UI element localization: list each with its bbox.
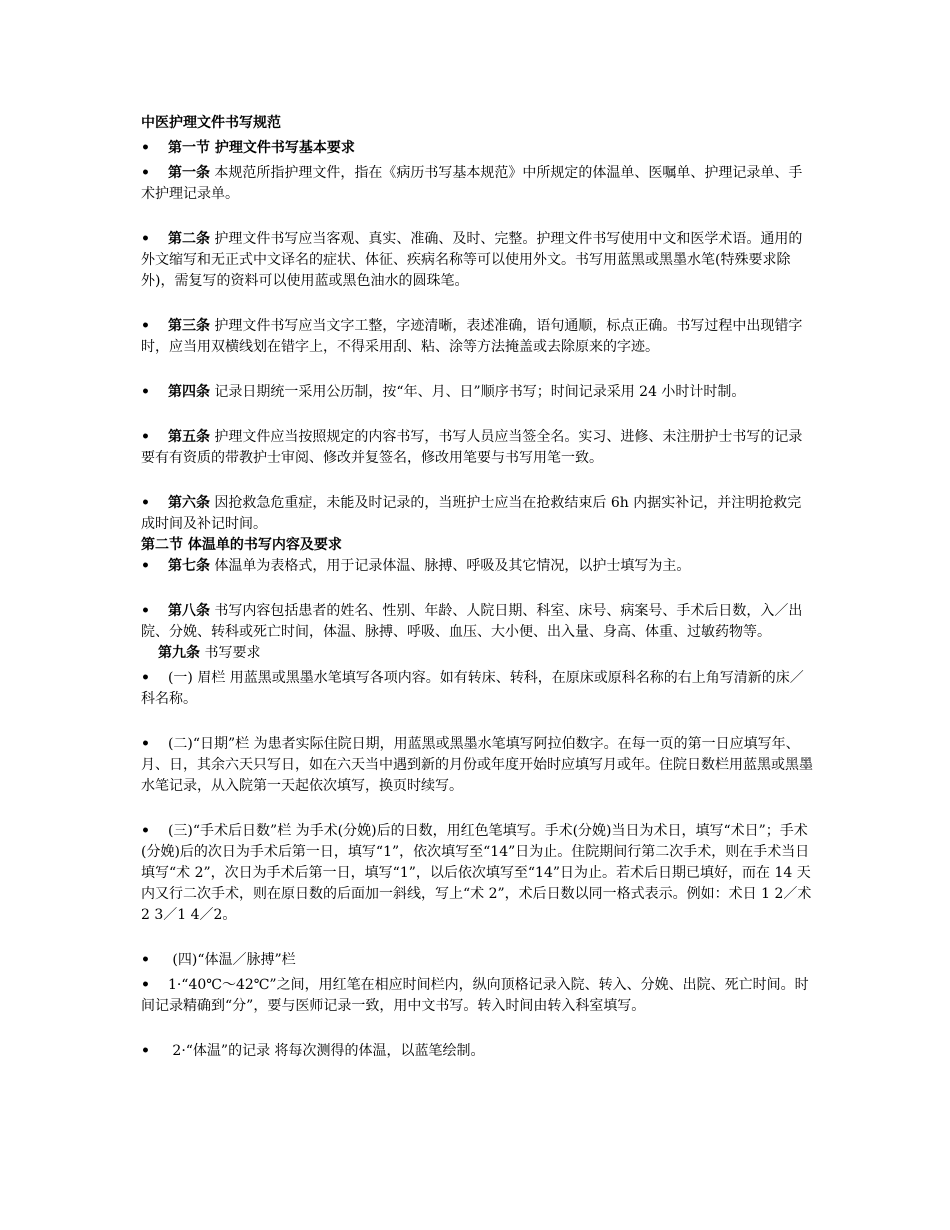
- article-1: [141, 163, 815, 205]
- article-text: 书写要求: [204, 645, 261, 661]
- article-text: 书写内容包括患者的姓名、性别、年龄、人院日期、科室、床号、病案号、手术后日数，入／出院、分娩、转科或死亡时间，体温、脉搏、呼吸、血压、大小便、出入量、身高、体重、过敏药物等。: [141, 603, 803, 640]
- article-label: 第一条: [167, 165, 210, 181]
- item-text: (二)“日期”栏 为患者实际住院日期，用蓝黑或黑墨水笔填写阿拉伯数字。在每一页的第一日应填写年、月、日，其余六天只写日，如在六天当中遇到新的月份或年度开始时应填写月或年。住院日数栏用蓝黑或黑墨水笔记录，从入院第一天起依次填写，换页时续写。: [141, 736, 813, 794]
- article-label: 第七条: [167, 558, 210, 574]
- article-text: 因抢救急危重症，未能及时记录的，当班护士应当在抢救结束后 6h 内据实补记，并注明抢救完成时间及补记时间。: [141, 495, 802, 532]
- item-text: 1·“40℃～42℃”之间，用红笔在相应时间栏内，纵向顶格记录入院、转入、分娩、出院、死亡时间。时间记录精确到“分”，要与医师记录一致，用中文书写。转入时间由转入科室填写。: [141, 977, 809, 1014]
- article-9: [141, 643, 815, 664]
- bullet-icon: •: [141, 231, 150, 247]
- bullet-icon: •: [141, 823, 150, 839]
- article-text: 护理文件书写应当客观、真实、准确、及时、完整。护理文件书写使用中文和医学术语。通用的外文缩写和无正式中文译名的症状、体征、疾病名称等可以使用外文。书写用蓝黑或黑墨水笔(特殊要求除外)，需复写的资料可以使用蓝或黑色油水的圆珠笔。: [141, 231, 803, 289]
- bullet-icon: •: [141, 670, 150, 686]
- bullet-icon: •: [141, 1043, 150, 1059]
- article-6: [141, 493, 815, 535]
- bullet-icon: •: [141, 952, 150, 968]
- section-heading-2: 第二节 体温单的书写内容及要求: [141, 537, 342, 553]
- item-text: (四)“体温／脉搏”栏: [172, 952, 296, 968]
- article-label: 第六条: [167, 495, 210, 511]
- article-label: 第九条: [158, 645, 200, 661]
- bullet-icon: •: [141, 165, 150, 181]
- bullet-icon: •: [141, 429, 150, 445]
- article-label: 第八条: [167, 603, 210, 619]
- article-label: 第二条: [167, 231, 210, 247]
- article-label: 第五条: [167, 429, 210, 445]
- item-6: [141, 1041, 815, 1062]
- article-8: [141, 601, 815, 643]
- article-3: [141, 316, 815, 358]
- article-text: 本规范所指护理文件，指在《病历书写基本规范》中所规定的体温单、医嘱单、护理记录单、手术护理记录单。: [141, 165, 803, 202]
- article-text: 记录日期统一采用公历制，按“年、月、日”顺序书写；时间记录采用 24 小时计时制。: [214, 384, 746, 400]
- item-text: 2·“体温”的记录 将每次测得的体温，以蓝笔绘制。: [172, 1043, 485, 1059]
- article-5: [141, 427, 815, 469]
- article-text: 体温单为表格式，用于记录体温、脉搏、呼吸及其它情况，以护士填写为主。: [214, 558, 691, 574]
- article-text: 护理文件书写应当文字工整，字迹清晰，表述准确，语句通顺，标点正确。书写过程中出现错字时，应当用双横线划在错字上，不得采用刮、粘、涂等方法掩盖或去除原来的字迹。: [141, 318, 803, 355]
- bullet-icon: •: [141, 495, 150, 511]
- article-label: 第四条: [167, 384, 210, 400]
- article-label: 第三条: [167, 318, 210, 334]
- item-3: [141, 821, 815, 926]
- item-5: [141, 975, 815, 1017]
- item-1: [141, 668, 815, 710]
- item-2: [141, 734, 815, 797]
- document-title: 中医护理文件书写规范: [141, 115, 281, 131]
- article-text: 护理文件应当按照规定的内容书写，书写人员应当签全名。实习、进修、未注册护士书写的记录要有有资质的带教护士审阅、修改并复签名，修改用笔要与书写用笔一致。: [141, 429, 803, 466]
- item-4: [141, 950, 815, 971]
- article-4: [141, 382, 815, 403]
- document-page: [141, 113, 815, 1062]
- item-text: (一) 眉栏 用蓝黑或黑墨水笔填写各项内容。如有转床、转科，在原床或原科名称的右上角写清新的床／科名称。: [141, 670, 804, 707]
- bullet-icon: •: [141, 558, 150, 574]
- bullet-icon: •: [141, 140, 150, 156]
- bullet-icon: •: [141, 977, 150, 993]
- bullet-icon: •: [141, 603, 150, 619]
- item-text: (三)“手术后日数”栏 为手术(分娩)后的日数，用红色笔填写。手术(分娩)当日为术日，填写“术日”；手术(分娩)后的次日为手术后第一日，填写“1”，依次填写至“14”日为止。住院期间行第二次手术，则在手术当日填写“术 2”，次日为手术后第一日，填写“1”，以后依次填写至“14”日为止。若术后日期已填好，而在 14 天内又行二次手术，则在原日数的后面加一斜线，写上“术 2”，术后日数以同一格式表示。例如：术日 1 2／术 2 3／1 4／2。: [141, 823, 812, 923]
- bullet-icon: •: [141, 736, 150, 752]
- article-7: [141, 556, 815, 577]
- bullet-icon: •: [141, 384, 150, 400]
- bullet-icon: •: [141, 318, 150, 334]
- section-heading-1: • 第一节 护理文件书写基本要求: [141, 140, 355, 156]
- article-2: [141, 229, 815, 292]
